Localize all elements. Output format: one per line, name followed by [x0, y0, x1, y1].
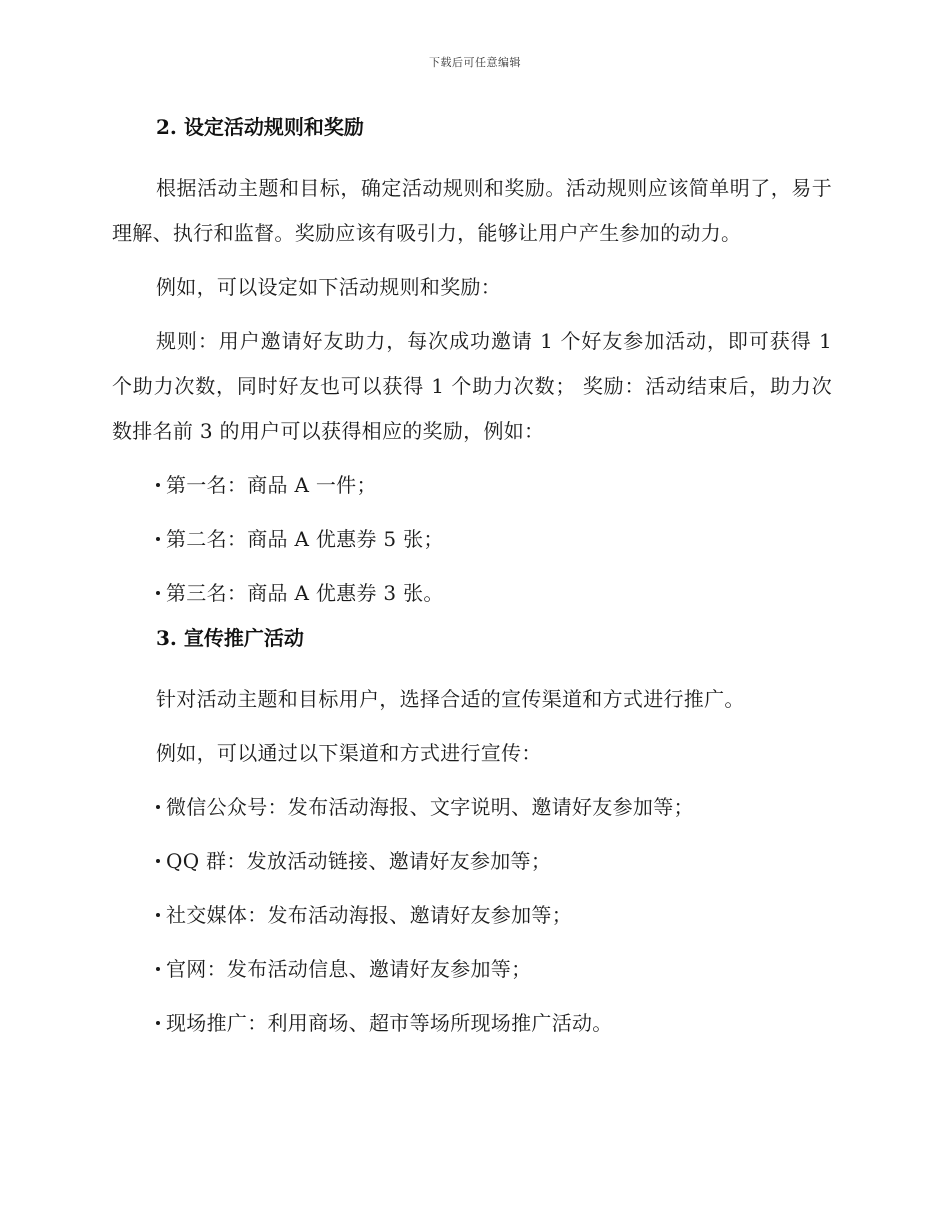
- channel-item-text: 微信公众号：发布活动海报、文字说明、邀请好友参加等；: [166, 795, 694, 819]
- bullet-dot-icon: [156, 537, 160, 541]
- bullet-dot-icon: [156, 967, 160, 971]
- bullet-dot-icon: [156, 1021, 160, 1025]
- reward-item-3: [112, 571, 832, 616]
- section-2-intro: 根据活动主题和目标，确定活动规则和奖励。活动规则应该简单明了，易于理解、执行和监督。奖励应该有吸引力，能够让用户产生参加的动力。: [112, 176, 832, 245]
- channel-item-text: 官网：发布活动信息、邀请好友参加等；: [166, 957, 532, 981]
- channel-item-text: QQ 群：发放活动链接、邀请好友参加等；: [166, 849, 552, 873]
- section-2-example: 例如，可以设定如下活动规则和奖励：: [156, 275, 502, 299]
- page-header: 下载后可任意编辑: [429, 56, 521, 69]
- reward-item-text: 第三名：商品 A 优惠券 3 张。: [166, 581, 444, 605]
- section-3-intro: 针对活动主题和目标用户，选择合适的宣传渠道和方式进行推广。: [156, 687, 745, 711]
- channel-item-text: 现场推广：利用商场、超市等场所现场推广活动。: [166, 1011, 613, 1035]
- bullet-dot-icon: [156, 483, 160, 487]
- reward-item-2: [112, 517, 832, 562]
- channel-item-4: [112, 947, 832, 992]
- bullet-dot-icon: [156, 859, 160, 863]
- section-3-example: 例如，可以通过以下渠道和方式进行宣传：: [156, 741, 542, 765]
- channel-item-2: [112, 839, 832, 884]
- reward-item-text: 第一名：商品 A 一件；: [166, 473, 377, 497]
- bullet-dot-icon: [156, 913, 160, 917]
- bullet-dot-icon: [156, 591, 160, 595]
- bullet-dot-icon: [156, 805, 160, 809]
- channel-item-5: [112, 1001, 832, 1046]
- section-3-heading: 3. 宣传推广活动: [156, 626, 304, 650]
- reward-item-text: 第二名：商品 A 优惠券 5 张；: [166, 527, 444, 551]
- reward-item-1: [112, 463, 832, 508]
- document-body: [112, 112, 832, 1055]
- section-2-heading: 2. 设定活动规则和奖励: [156, 115, 364, 139]
- section-2-rules: 规则：用户邀请好友助力，每次成功邀请 1 个好友参加活动，即可获得 1 个助力次数，同时好友也可以获得 1 个助力次数； 奖励：活动结束后，助力次数排名前 3 的用户可以获得相应的奖励，例如：: [112, 329, 832, 443]
- channel-item-1: [112, 785, 832, 830]
- channel-item-3: [112, 893, 832, 938]
- channel-item-text: 社交媒体：发布活动海报、邀请好友参加等；: [166, 903, 572, 927]
